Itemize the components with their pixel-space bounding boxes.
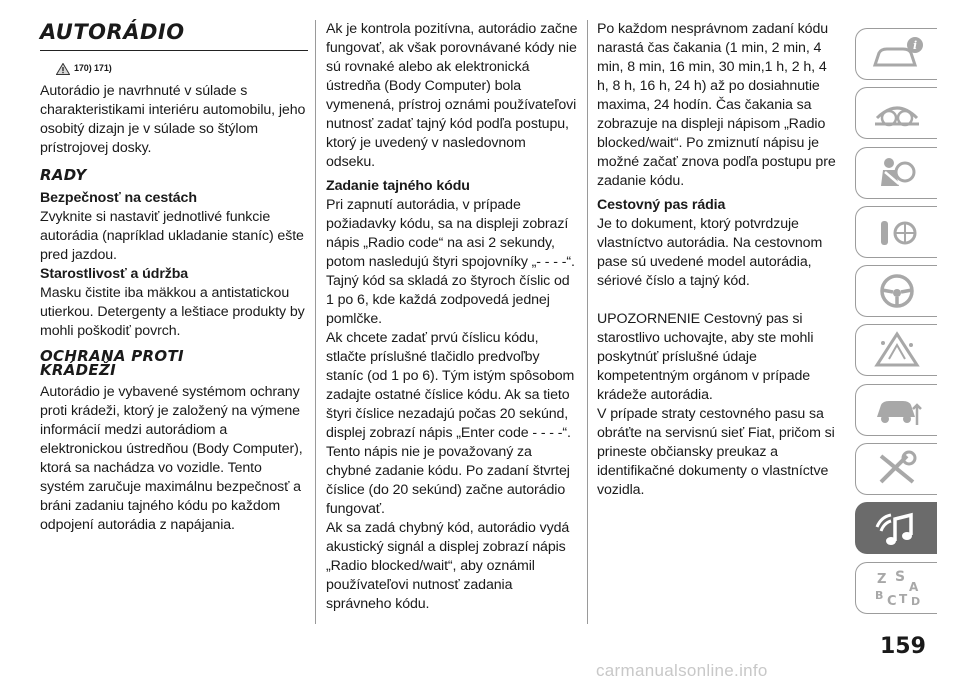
intro-paragraph: Autorádio je navrhnuté v súlade s charakteristikami interiéru automobilu, jeho osobitý dizajn je v súlade so štýlom prístrojovej dosky. — [40, 83, 306, 156]
column-3 — [597, 20, 842, 500]
service-tools-icon — [869, 450, 925, 488]
chapter-sidebar — [855, 28, 937, 621]
page-number: 159 — [880, 634, 926, 659]
section-heading-rady: RADY — [40, 166, 87, 184]
tab-airbag-safety[interactable] — [855, 147, 937, 199]
paragraph: Ak je kontrola pozitívna, autorádio začne fungovať, ak však porovnávané kódy nie sú rovnaké alebo ak elektronická ústredňa (Body Computer) bola vymenená, prístroj oznámi používateľovi nutnosť zadať tajný kód podľa postupu, ktorý je uvedený v nasledovnom odseku. — [326, 21, 578, 170]
tab-car-lift[interactable] — [855, 384, 937, 436]
dashboard-icon — [869, 94, 925, 132]
car-info-icon — [869, 35, 925, 73]
column-divider — [587, 20, 588, 624]
car-lift-icon — [869, 391, 925, 429]
paragraph: Po každom nesprávnom zadaní kódu narastá čas čakania (1 min, 2 min, 4 min, 8 min, 16 min, 30 min,1 h, 2 h, 4 h, 8 h, 16 h, 24 h) až po dosiahnutie maxima, 24 hodín. Čas čakania sa zobrazuje na displeji nápisom „Radio blocked/wait“. Po zmiznutí nápisu je možné začať znova podľa postupu pre zadanie kódu. — [597, 21, 836, 189]
tab-dashboard[interactable] — [855, 87, 937, 139]
svg-text:S: S — [894, 568, 905, 585]
key-ignition-icon — [869, 213, 925, 251]
svg-text:i: i — [912, 39, 917, 52]
theft-paragraph: Autorádio je vybavené systémom ochrany proti krádeži, ktorý je založený na výmene informácií medzi autorádiom a elektronickou ústredňou (Body Computer), ktorá sa nachádza vo vozidle. Tento systém zaručuje maximálnu bezpečnosť a bráni zadaniu tajného kódu po každom odpojení autorádia z napájania. — [40, 384, 303, 533]
svg-text:C: C — [886, 593, 897, 609]
subheading-safety: Bezpečnosť na cestách — [40, 190, 197, 206]
svg-text:T: T — [898, 591, 907, 606]
page-title: AUTORÁDIO — [40, 20, 308, 51]
theft-heading-line-1: OCHRANA PROTI — [40, 347, 184, 365]
multimedia-music-icon — [869, 507, 925, 549]
tab-alphabetical-index[interactable] — [855, 562, 937, 614]
airbag-safety-icon — [869, 154, 925, 192]
warning-triangle-icon — [56, 63, 70, 75]
paragraph: V prípade straty cestovného pasu sa obráťte na servisnú sieť Fiat, pričom si prineste občiansky preukaz a identifikačné dokumenty o vlastníctve vozidla. — [597, 406, 835, 498]
subheading-radio-passport: Cestovný pas rádia — [597, 197, 726, 213]
column-1 — [40, 20, 308, 535]
alphabetical-index-icon — [869, 567, 925, 609]
warning-references — [56, 59, 308, 78]
tab-service-tools[interactable] — [855, 443, 937, 495]
warning-triangle-icon — [869, 331, 925, 369]
svg-text:Z: Z — [876, 571, 886, 587]
tab-warning[interactable] — [855, 324, 937, 376]
section-heading-theft — [40, 349, 308, 377]
paragraph: UPOZORNENIE Cestovný pas si starostlivo uchovajte, aby ste mohli poskytnúť príslušné údaje kompetentným orgánom v prípade krádeže autorádia. — [597, 311, 814, 403]
svg-text:D: D — [910, 594, 920, 608]
svg-text:B: B — [874, 588, 883, 602]
tab-multimedia[interactable] — [855, 502, 937, 554]
paragraph: Je to dokument, ktorý potvrdzuje vlastníctvo autorádia. Na cestovnom pase sú uvedené model autorádia, sériové číslo a tajný kód. — [597, 216, 823, 289]
paragraph: Pri zapnutí autorádia, v prípade požiadavky kódu, sa na displeji zobrazí nápis „Radio code“ na asi 2 sekundy, potom nasledujú štyri spojovníky „- - - -“. — [326, 197, 575, 270]
column-divider — [315, 20, 316, 624]
watermark: carmanualsonline.info — [596, 661, 768, 680]
tab-steering-wheel[interactable] — [855, 265, 937, 317]
warning-refs-text: 170) 171) — [74, 63, 112, 73]
svg-text:A: A — [908, 579, 918, 594]
paragraph: Ak sa zadá chybný kód, autorádio vydá akustický signál a displej zobrazí nápis „Radio blocked/wait“, aby oznámil používateľovi nutnosť zadania správneho kódu. — [326, 520, 570, 612]
safety-paragraph: Zvyknite si nastaviť jednotlivé funkcie autorádia (napríklad ukladanie staníc) ešte pred jazdou. — [40, 209, 304, 263]
column-2 — [326, 20, 578, 614]
paragraph: Tajný kód sa skladá zo štyroch číslic od 1 po 6, kde každá zodpovedá jednej pomlčke. — [326, 273, 570, 327]
tab-key-ignition[interactable] — [855, 206, 937, 258]
subheading-care: Starostlivosť a údržba — [40, 266, 189, 282]
subheading-code-entry: Zadanie tajného kódu — [326, 178, 470, 194]
paragraph: Ak chcete zadať prvú číslicu kódu, stlačte príslušné tlačidlo predvoľby staníc (od 1 po 6). Tým istým spôsobom zadajte ostatné číslice kódu. Ak sa tieto štyri číslice nezadajú počas 20 sekúnd, displej zobrazí nápis „Enter code - - - -“. Tento nápis nie je považovaný za chybné zadanie kódu. Po zadaní štvrtej číslice (do 20 sekúnd) začne autorádio fungovať. — [326, 330, 575, 517]
care-paragraph: Masku čistite iba mäkkou a antistatickou utierkou. Detergenty a leštiace produkty by mohli poškodiť povrch. — [40, 285, 305, 339]
tab-car-info[interactable] — [855, 28, 937, 80]
theft-heading-line-2: KRÁDEŽI — [40, 361, 117, 379]
steering-wheel-icon — [869, 272, 925, 310]
